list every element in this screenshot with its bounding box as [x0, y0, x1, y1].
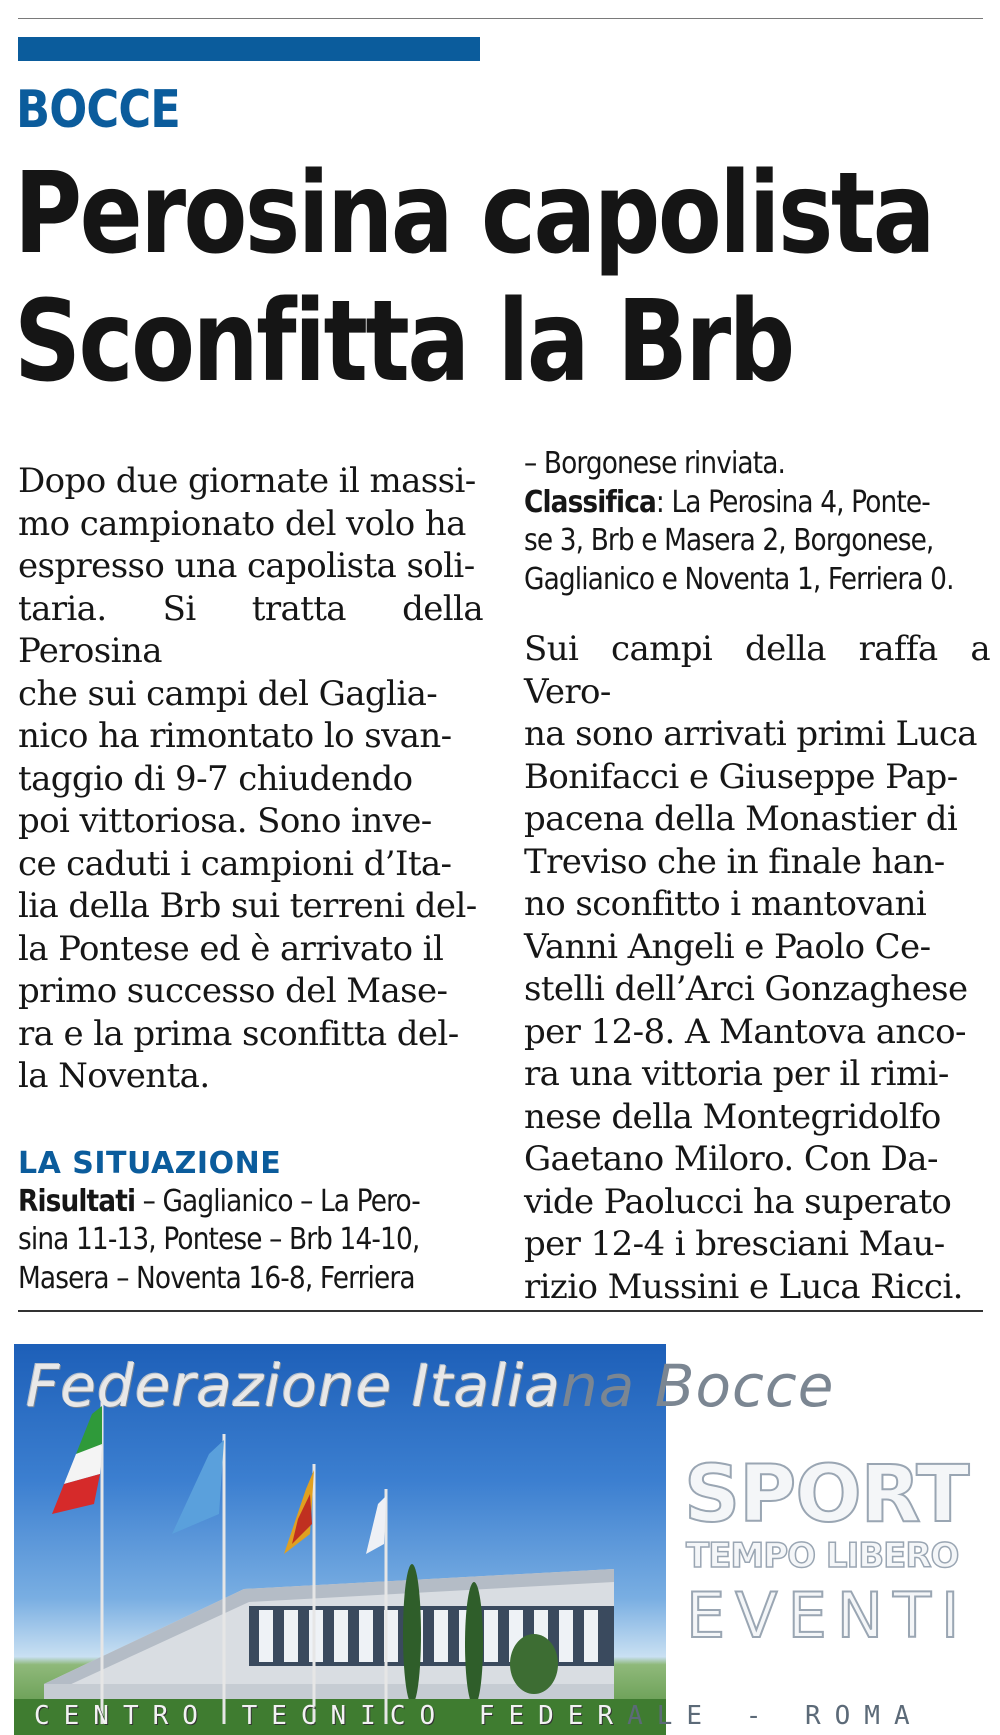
text-line: la Noventa. [18, 1056, 210, 1096]
tree-icon [510, 1634, 558, 1694]
banner-title: Federazione Italiana Bocce [26, 1352, 835, 1420]
standings-text: : La Perosina 4, Ponte- [655, 484, 930, 520]
text-line: per 12-4 i bresciani Mau- [524, 1224, 945, 1264]
text-line: Bonifacci e Giuseppe Pap- [524, 756, 958, 797]
banner-footer-text: CENTRO TECNICO FEDERALE - ROMA [34, 1701, 924, 1731]
banner-eventi-text: EVENTI [686, 1579, 970, 1652]
section-kicker: BOCCE [16, 80, 180, 140]
left-column [18, 460, 483, 1298]
text-line: ra una vittoria per il rimi- [524, 1054, 949, 1094]
right-column [524, 445, 990, 1308]
text-line: Dopo due giornate il massi- [18, 461, 476, 501]
right-paragraph [524, 628, 990, 1308]
situation-heading: LA SITUAZIONE [18, 1145, 282, 1181]
cypress-tree-icon [403, 1564, 421, 1704]
text-line: lia della Brb sui terreni del- [18, 886, 477, 926]
text-line: vide Paolucci ha superato [524, 1181, 952, 1222]
text-line: ra e la prima sconfitta del- [18, 1013, 459, 1054]
section-color-bar [18, 37, 480, 61]
banner-separator [18, 1310, 983, 1312]
text-line: la Pontese ed è arrivato il [18, 928, 444, 969]
text-line: Gaetano Miloro. Con Da- [524, 1139, 938, 1179]
headline [14, 149, 934, 407]
standings-label: Classifica [524, 484, 656, 520]
banner-tempo-libero-text: TEMPO LIBERO [686, 1536, 959, 1576]
results-block [18, 1183, 483, 1299]
results-text: sina 11-13, Pontese – Brb 14-10, [18, 1222, 420, 1257]
text-line: ce caduti i campioni d’Ita- [18, 843, 452, 884]
text-line: mo campionato del volo ha [18, 503, 466, 544]
text-line: Sui campi della raffa a Vero- [524, 629, 990, 712]
text-line: primo successo del Mase- [18, 971, 448, 1011]
results-text: Masera – Noventa 16-8, Ferriera [18, 1260, 415, 1296]
standings-block [524, 445, 989, 599]
cypress-tree-icon [465, 1582, 483, 1706]
federation-banner-ad [14, 1344, 986, 1735]
results-continuation: – Borgonese rinviata. [524, 446, 786, 481]
results-label: Risultati [18, 1183, 136, 1219]
text-line: nico ha rimontato lo svan- [18, 716, 452, 756]
text-line: rizio Mussini e Luca Ricci. [524, 1266, 963, 1307]
text-line: taria. Si tratta della Perosina [18, 588, 483, 671]
left-paragraph [18, 460, 483, 1098]
results-text: – Gaglianico – La Pero- [135, 1183, 420, 1219]
text-line: no sconfitto i mantovani [524, 884, 927, 924]
standings-text: se 3, Brb e Masera 2, Borgonese, [524, 523, 934, 558]
standings-text: Gaglianico e Noventa 1, Ferriera 0. [524, 561, 954, 597]
text-line: espresso una capolista soli- [18, 546, 475, 586]
text-line: Treviso che in finale han- [524, 841, 945, 882]
banner-sport-text: SPORT [684, 1450, 969, 1540]
headline-line-1: Perosina capolista [14, 149, 934, 279]
text-line: na sono arrivati primi Luca [524, 714, 977, 754]
headline-line-2: Sconfitta la Brb [14, 277, 793, 407]
text-line: taggio di 9-7 chiudendo [18, 758, 413, 799]
white-flag-icon [366, 1496, 386, 1554]
light-blue-flag-icon [172, 1440, 224, 1534]
top-rule [18, 18, 983, 19]
text-line: per 12-8. A Mantova anco- [524, 1011, 966, 1052]
text-line: che sui campi del Gaglia- [18, 673, 438, 714]
text-line: pacena della Monastier di [524, 799, 958, 839]
text-line: poi vittoriosa. Sono inve- [18, 801, 432, 841]
text-line: nese della Montegridolfo [524, 1096, 941, 1137]
text-line: Vanni Angeli e Paolo Ce- [524, 926, 931, 967]
text-line: stelli dell’Arci Gonzaghese [524, 969, 968, 1009]
